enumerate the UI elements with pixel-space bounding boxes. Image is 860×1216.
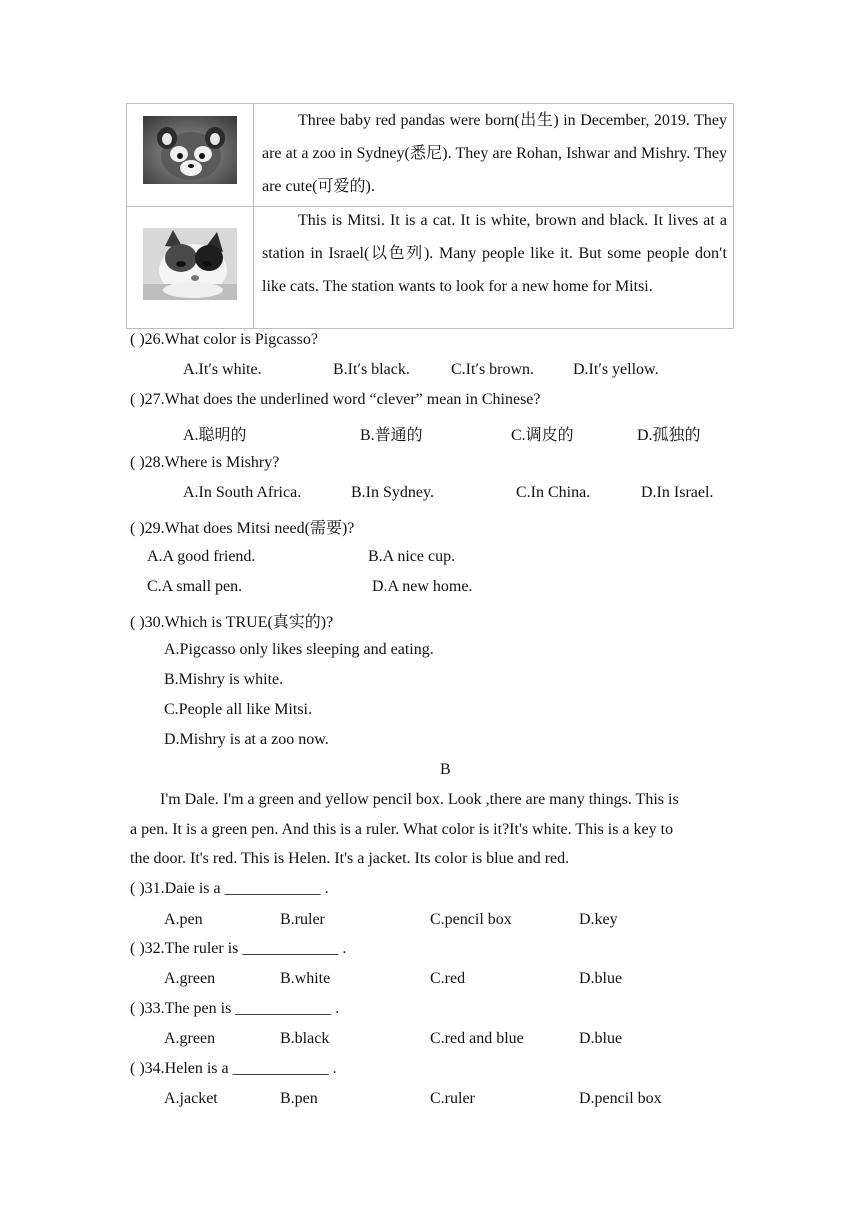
q29-option-d: D.A new home. bbox=[372, 578, 473, 595]
q28-option-c: C.In China. bbox=[516, 484, 591, 501]
question-34: ( )34.Helen is a ____________ . bbox=[130, 1060, 337, 1077]
q32-option-c: C.red bbox=[430, 970, 466, 987]
red-panda-text: Three baby red pandas were born(出生) in December, 2019. They are at a zoo in Sydney(悉尼). They are Rohan, Ishwar and Mishry. They are cute(可爱的). bbox=[262, 112, 727, 195]
reading-table bbox=[126, 103, 734, 329]
q28-option-d: D.In Israel. bbox=[641, 484, 714, 501]
q27-option-c: C.调皮的 bbox=[511, 427, 574, 444]
q31-option-d: D.key bbox=[579, 911, 618, 928]
question-30: ( )30.Which is TRUE(真实的)? bbox=[130, 614, 334, 631]
q29-option-b: B.A nice cup. bbox=[368, 548, 456, 565]
q31-option-c: C.pencil box bbox=[430, 911, 512, 928]
q33-option-d: D.blue bbox=[579, 1030, 623, 1047]
passage-line-3: the door. It's red. This is Helen. It's a jacket. Its color is blue and red. bbox=[130, 850, 570, 867]
q34-option-b: B.pen bbox=[280, 1090, 318, 1107]
q28-option-b: B.In Sydney. bbox=[351, 484, 434, 501]
question-28: ( )28.Where is Mishry? bbox=[130, 454, 280, 471]
q34-option-d: D.pencil box bbox=[579, 1090, 662, 1107]
question-26: ( )26.What color is Pigcasso? bbox=[130, 331, 318, 348]
question-31: ( )31.Daie is a ____________ . bbox=[130, 880, 329, 897]
q26-option-a: A.It′s white. bbox=[183, 361, 262, 378]
q30-option-a: A.Pigcasso only likes sleeping and eating. bbox=[164, 641, 434, 658]
q33-option-c: C.red and blue bbox=[430, 1030, 524, 1047]
q26-option-d: D.It′s yellow. bbox=[573, 361, 659, 378]
q29-option-c: C.A small pen. bbox=[147, 578, 243, 595]
question-32: ( )32.The ruler is ____________ . bbox=[130, 940, 347, 957]
red-panda-image bbox=[143, 116, 237, 184]
q27-option-b: B.普通的 bbox=[360, 427, 423, 444]
q34-option-c: C.ruler bbox=[430, 1090, 475, 1107]
q27-option-a: A.聪明的 bbox=[183, 427, 247, 444]
q32-option-d: D.blue bbox=[579, 970, 623, 987]
question-29: ( )29.What does Mitsi need(需要)? bbox=[130, 520, 355, 537]
q32-option-a: A.green bbox=[164, 970, 216, 987]
cat-text: This is Mitsi. It is a cat. It is white, brown and black. It lives at a station in Israel(以色列). Many people like it. But some people don′t like cats. The station wants to look for a new home for Mitsi. bbox=[262, 212, 727, 295]
q31-option-b: B.ruler bbox=[280, 911, 325, 928]
passage-line-2: a pen. It is a green pen. And this is a ruler. What color is it?It's white. This is a key to bbox=[130, 821, 674, 838]
q33-option-a: A.green bbox=[164, 1030, 216, 1047]
q32-option-b: B.white bbox=[280, 970, 331, 987]
table-divider-vertical bbox=[253, 104, 254, 328]
q27-option-d: D.孤独的 bbox=[637, 427, 701, 444]
q34-option-a: A.jacket bbox=[164, 1090, 218, 1107]
q28-option-a: A.In South Africa. bbox=[183, 484, 302, 501]
question-33: ( )33.The pen is ____________ . bbox=[130, 1000, 340, 1017]
section-b-heading: B bbox=[440, 761, 451, 778]
q30-option-c: C.People all like Mitsi. bbox=[164, 701, 312, 718]
question-27: ( )27.What does the underlined word “clever” mean in Chinese? bbox=[130, 391, 541, 408]
q30-option-d: D.Mishry is at a zoo now. bbox=[164, 731, 329, 748]
q26-option-c: C.It′s brown. bbox=[451, 361, 535, 378]
q26-option-b: B.It′s black. bbox=[333, 361, 410, 378]
q33-option-b: B.black bbox=[280, 1030, 330, 1047]
q30-option-b: B.Mishry is white. bbox=[164, 671, 284, 688]
q31-option-a: A.pen bbox=[164, 911, 203, 928]
passage-line-1: I'm Dale. I'm a green and yellow pencil box. Look ,there are many things. This is bbox=[160, 791, 679, 808]
q29-option-a: A.A good friend. bbox=[147, 548, 256, 565]
cat-image bbox=[143, 228, 237, 300]
